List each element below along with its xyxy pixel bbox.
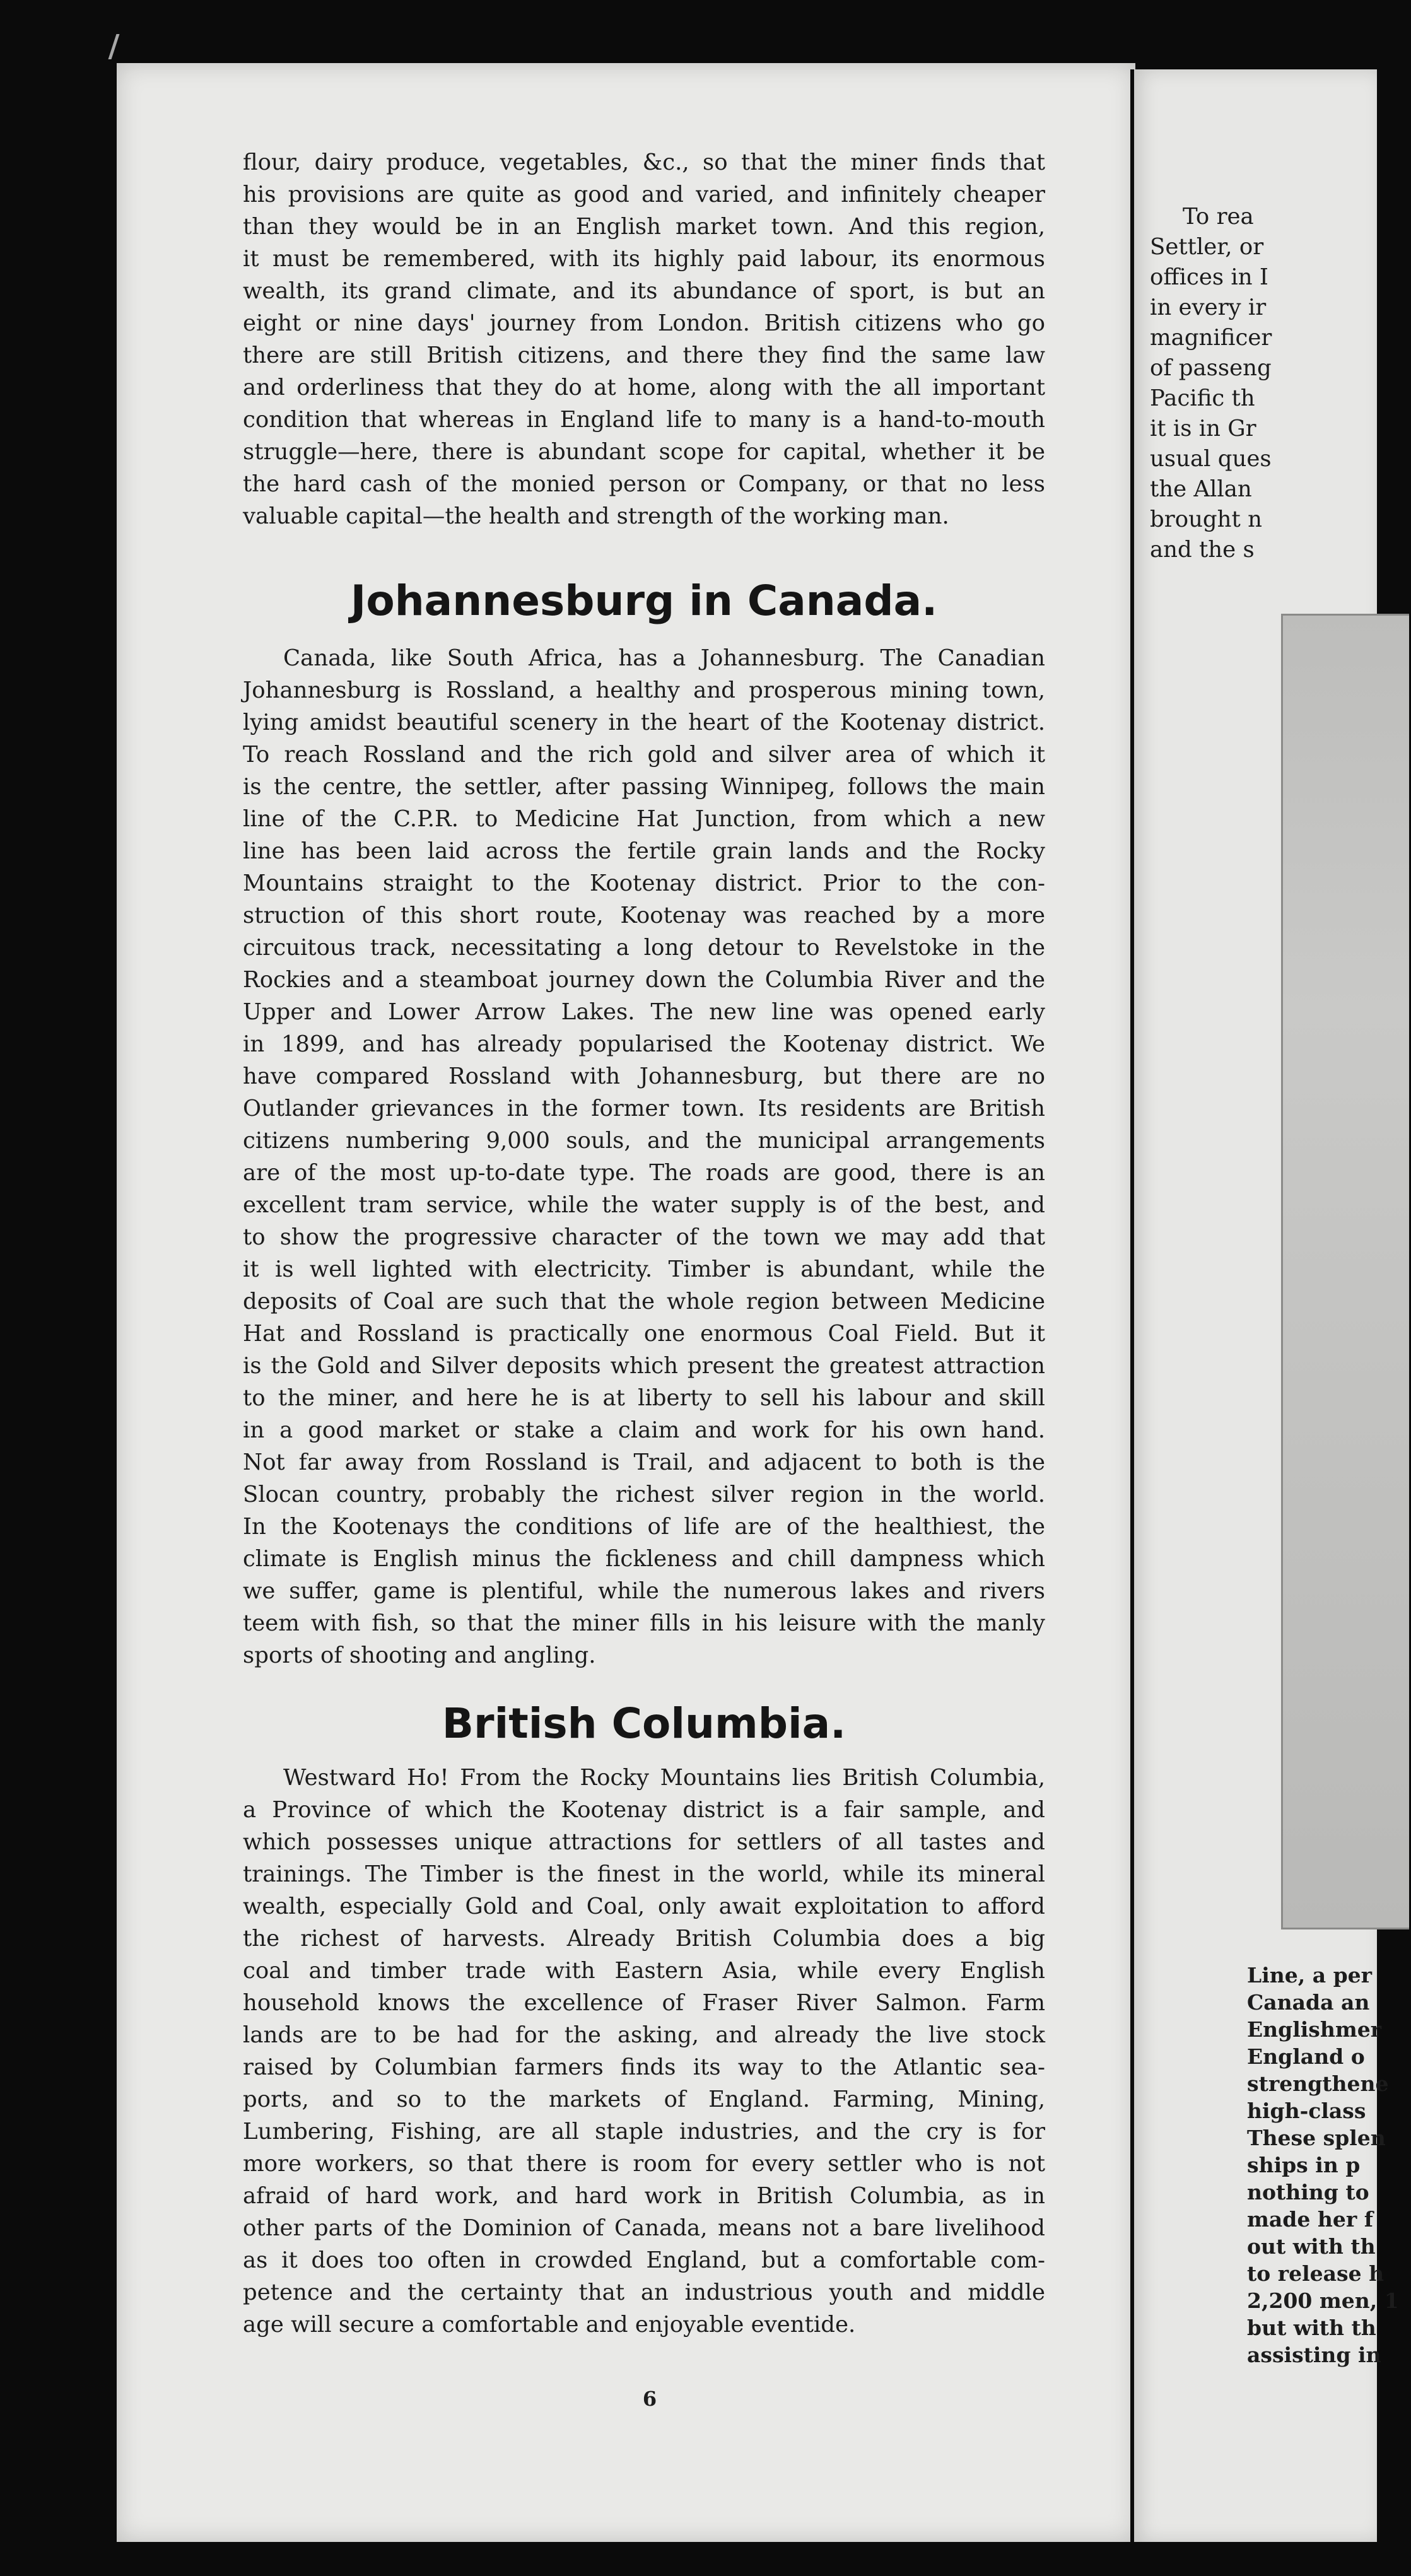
- text-line: of passeng: [1150, 355, 1272, 381]
- text-line: lying amidst beautiful scenery in the heart of the Kootenay district.: [243, 710, 1045, 735]
- text-line: deposits of Coal are such that the whole region between Medicine: [243, 1289, 1045, 1314]
- text-line: Upper and Lower Arrow Lakes. The new line was opened early: [243, 999, 1045, 1025]
- right-page: [1134, 69, 1399, 2542]
- text-line: wealth, its grand climate, and its abundance of sport, is but an: [243, 278, 1045, 304]
- text-line: struction of this short route, Kootenay was reached by a more: [243, 903, 1045, 928]
- text-line: as it does too often in crowded England, but a comfortable com-: [243, 2247, 1045, 2273]
- text-line: in a good market or stake a claim and work for his own hand.: [243, 1417, 1045, 1443]
- section-heading-johannesburg: Johannesburg in Canada.: [350, 577, 938, 625]
- text-line: 2,200 men, 1: [1247, 2288, 1399, 2313]
- text-line: line of the C.P.R. to Medicine Hat Junction, from which a new: [243, 806, 1045, 832]
- text-line: it must be remembered, with its highly paid labour, its enormous: [243, 246, 1045, 272]
- text-line: Settler, or: [1150, 234, 1264, 260]
- section-heading-british-columbia: British Columbia.: [442, 1699, 846, 1748]
- text-line: we suffer, game is plentiful, while the numerous lakes and rivers: [243, 1578, 1045, 1604]
- text-line: assisting in: [1247, 2343, 1381, 2367]
- text-line: Canada, like South Africa, has a Johannesburg. The Canadian: [283, 645, 1045, 671]
- text-line: there are still British citizens, and there they find the same law: [243, 342, 1045, 368]
- text-line: eight or nine days' journey from London. British citizens who go: [243, 310, 1045, 336]
- text-line: and the s: [1150, 537, 1255, 563]
- text-line: These splen: [1247, 2126, 1386, 2150]
- british-columbia-paragraph: [243, 1762, 1045, 2341]
- text-line: his provisions are quite as good and varied, and infinitely cheaper: [243, 182, 1045, 208]
- text-line: condition that whereas in England life to many is a hand-to-mouth: [243, 407, 1045, 433]
- text-line: out with th: [1247, 2234, 1376, 2259]
- text-line: lands are to be had for the asking, and already the live stock: [243, 2022, 1045, 2048]
- text-line: in every ir: [1150, 295, 1267, 320]
- text-line: climate is English minus the fickleness and chill dampness which: [243, 1546, 1045, 1572]
- text-line: usual ques: [1150, 446, 1272, 472]
- text-line: sports of shooting and angling.: [243, 1642, 596, 1668]
- text-line: Lumbering, Fishing, are all staple industries, and the cry is for: [243, 2119, 1045, 2145]
- text-line: other parts of the Dominion of Canada, means not a bare livelihood: [243, 2215, 1045, 2241]
- text-line: Line, a per: [1247, 1963, 1373, 1988]
- text-line: offices in I: [1150, 264, 1268, 290]
- text-line: In the Kootenays the conditions of life are of the healthiest, the: [243, 1514, 1045, 1540]
- text-line: wealth, especially Gold and Coal, only await exploitation to afford: [243, 1894, 1045, 1919]
- text-line: Slocan country, probably the richest silver region in the world.: [243, 1482, 1045, 1508]
- text-line: To reach Rossland and the rich gold and silver area of which it: [243, 742, 1045, 768]
- text-line: Hat and Rossland is practically one enormous Coal Field. But it: [243, 1321, 1045, 1347]
- text-line: afraid of hard work, and hard work in British Columbia, as in: [243, 2183, 1045, 2209]
- text-line: the hard cash of the monied person or Company, or that no less: [243, 471, 1045, 497]
- text-line: citizens numbering 9,000 souls, and the municipal arrangements: [243, 1128, 1045, 1154]
- text-line: to show the progressive character of the town we may add that: [243, 1224, 1045, 1250]
- text-line: ships in p: [1247, 2153, 1361, 2177]
- text-line: is the centre, the settler, after passing Winnipeg, follows the main: [243, 774, 1045, 800]
- text-line: strengthene: [1247, 2071, 1389, 2096]
- text-line: Rockies and a steamboat journey down the Columbia River and the: [243, 967, 1045, 993]
- text-line: than they would be in an English market town. And this region,: [243, 214, 1045, 240]
- text-line: the Allan: [1150, 476, 1252, 502]
- intro-paragraph: [243, 146, 1045, 532]
- photograph-image: [1281, 614, 1409, 1929]
- text-line: valuable capital—the health and strength of the working man.: [243, 503, 949, 529]
- text-line: high-class: [1247, 2099, 1366, 2123]
- text-line: ports, and so to the markets of England. Farming, Mining,: [243, 2087, 1045, 2112]
- text-line: to the miner, and here he is at liberty to sell his labour and skill: [243, 1385, 1045, 1411]
- text-line: Westward Ho! From the Rocky Mountains lies British Columbia,: [283, 1765, 1045, 1791]
- text-line: petence and the certainty that an industrious youth and middle: [243, 2280, 1045, 2305]
- right-page-bottom-text: [1247, 1962, 1411, 2368]
- text-line: brought n: [1150, 506, 1262, 532]
- text-line: more workers, so that there is room for every settler who is not: [243, 2151, 1045, 2177]
- johannesburg-paragraph: [243, 642, 1045, 1671]
- text-line: Outlander grievances in the former town. Its residents are British: [243, 1096, 1045, 1121]
- text-line: household knows the excellence of Fraser River Salmon. Farm: [243, 1990, 1045, 2016]
- text-line: Pacific th: [1150, 385, 1255, 411]
- text-line: coal and timber trade with Eastern Asia, while every English: [243, 1958, 1045, 1984]
- text-line: the richest of harvests. Already British Columbia does a big: [243, 1926, 1045, 1952]
- text-line: excellent tram service, while the water supply is of the best, and: [243, 1192, 1045, 1218]
- text-line: Canada an: [1247, 1990, 1370, 2015]
- text-line: is the Gold and Silver deposits which present the greatest attraction: [243, 1353, 1045, 1379]
- text-line: magnificer: [1150, 325, 1272, 351]
- film-scratch-mark: [108, 34, 136, 59]
- text-line: have compared Rossland with Johannesburg, but there are no: [243, 1063, 1045, 1089]
- text-line: struggle—here, there is abundant scope for capital, whether it be: [243, 439, 1045, 465]
- text-line: raised by Columbian farmers finds its way to the Atlantic sea-: [243, 2054, 1045, 2080]
- text-line: it is in Gr: [1150, 416, 1256, 442]
- text-line: Not far away from Rossland is Trail, and adjacent to both is the: [243, 1449, 1045, 1475]
- text-line: line has been laid across the fertile grain lands and the Rocky: [243, 838, 1045, 864]
- text-line: flour, dairy produce, vegetables, &c., so that the miner finds that: [243, 149, 1045, 175]
- text-line: it is well lighted with electricity. Timber is abundant, while the: [243, 1256, 1045, 1282]
- page-number: 6: [642, 2387, 657, 2411]
- text-line: England o: [1247, 2044, 1365, 2069]
- text-line: Mountains straight to the Kootenay district. Prior to the con-: [243, 870, 1045, 896]
- text-line: Johannesburg is Rossland, a healthy and prosperous mining town,: [243, 677, 1045, 703]
- text-line: nothing to: [1247, 2180, 1369, 2204]
- text-line: a Province of which the Kootenay district is a fair sample, and: [243, 1797, 1045, 1823]
- right-page-top-text: [1150, 202, 1314, 565]
- text-line: made her f: [1247, 2207, 1373, 2232]
- text-line: are of the most up-to-date type. The roads are good, there is an: [243, 1160, 1045, 1186]
- text-line: Englishmer: [1247, 2017, 1382, 2042]
- text-line: to release h: [1247, 2261, 1385, 2286]
- text-line: which possesses unique attractions for settlers of all tastes and: [243, 1829, 1045, 1855]
- text-line: teem with fish, so that the miner fills in his leisure with the manly: [243, 1610, 1045, 1636]
- text-line: trainings. The Timber is the finest in the world, while its mineral: [243, 1861, 1045, 1887]
- text-line: circuitous track, necessitating a long detour to Revelstoke in the: [243, 935, 1045, 961]
- text-line: age will secure a comfortable and enjoyable eventide.: [243, 2312, 856, 2338]
- text-line: in 1899, and has already popularised the Kootenay district. We: [243, 1031, 1045, 1057]
- text-line: and orderliness that they do at home, along with the all important: [243, 375, 1045, 401]
- text-line: but with th: [1247, 2315, 1376, 2340]
- text-line: To rea: [1183, 204, 1254, 230]
